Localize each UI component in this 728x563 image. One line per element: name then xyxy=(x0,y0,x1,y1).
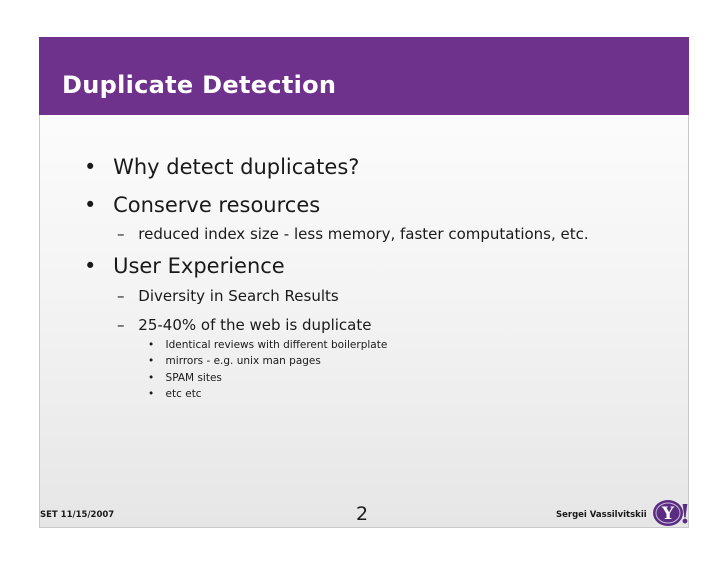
subbullet-duplicate-percent xyxy=(117,316,371,334)
bullet-dot: • xyxy=(148,355,155,367)
subsubbullet-identical-reviews xyxy=(148,339,387,351)
bullet-text: Conserve resources xyxy=(113,193,321,217)
bullet-dot: • xyxy=(84,193,97,217)
logo-letter: Y xyxy=(661,504,675,524)
bullet-dot: • xyxy=(148,388,155,400)
bullet-dot: • xyxy=(84,155,97,179)
footer-author: Sergei Vassilvitskii xyxy=(556,510,647,520)
slide-title: Duplicate Detection xyxy=(62,71,337,99)
bullet-dot: • xyxy=(148,339,155,351)
subsubbullet-text: SPAM sites xyxy=(165,372,222,384)
subbullet-text: 25-40% of the web is duplicate xyxy=(138,316,372,334)
page-number: 2 xyxy=(356,503,369,525)
bullet-text: Why detect duplicates? xyxy=(113,155,360,179)
dash-marker: – xyxy=(117,225,125,243)
bullet-dot: • xyxy=(84,254,97,278)
subbullet-reduced-index xyxy=(117,225,589,243)
bullet-why-detect xyxy=(84,155,359,179)
subsubbullet-text: etc etc xyxy=(165,388,202,400)
footer-date: SET 11/15/2007 xyxy=(40,510,115,520)
bullet-dot: • xyxy=(148,372,155,384)
subsubbullet-text: Identical reviews with different boilerplate xyxy=(165,339,388,351)
dash-marker: – xyxy=(117,287,125,305)
bullet-user-experience xyxy=(84,254,285,278)
subbullet-text: Diversity in Search Results xyxy=(138,287,339,305)
subsubbullet-etc xyxy=(148,388,202,400)
subsubbullet-spam xyxy=(148,372,222,384)
subbullet-text: reduced index size - less memory, faster computations, etc. xyxy=(138,225,589,243)
logo-exclamation: ! xyxy=(679,500,691,529)
dash-marker: – xyxy=(117,316,125,334)
bullet-text: User Experience xyxy=(113,254,285,278)
subsubbullet-mirrors xyxy=(148,355,321,367)
subbullet-diversity xyxy=(117,287,339,305)
yahoo-logo-icon xyxy=(651,495,691,529)
subsubbullet-text: mirrors - e.g. unix man pages xyxy=(165,355,321,367)
bullet-conserve-resources xyxy=(84,193,320,217)
